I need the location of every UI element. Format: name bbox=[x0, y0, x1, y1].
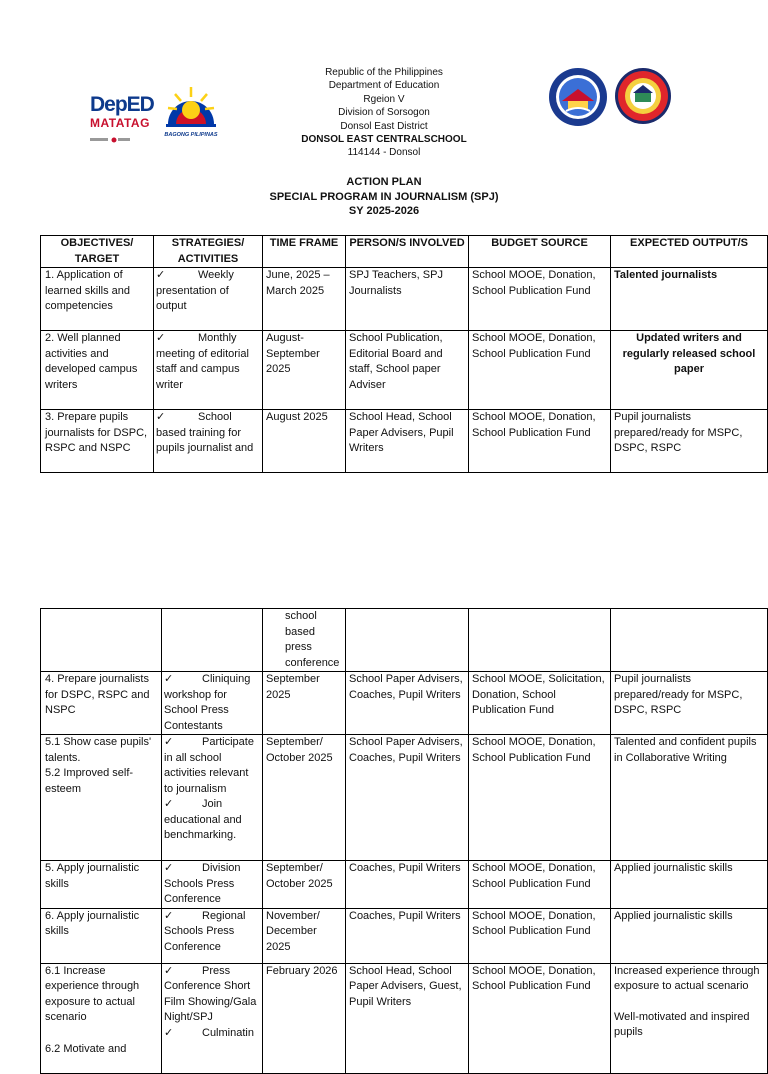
output-cell: Applied journalistic skills bbox=[611, 908, 768, 963]
deped-tagline-icon bbox=[90, 137, 130, 143]
checkmark-icon: ✓ bbox=[164, 862, 174, 874]
strategy-cell bbox=[162, 861, 263, 909]
checkmark-icon: ✓ bbox=[164, 673, 174, 685]
strategy-text: Participate in all school activities relevant to journalism bbox=[164, 736, 254, 795]
objective-cell bbox=[41, 735, 162, 861]
school-id: 114144 - Donsol bbox=[347, 147, 421, 159]
time-frame-cell: June, 2025 – March 2025 bbox=[263, 268, 346, 331]
output-cell: Applied journalistic skills bbox=[611, 861, 768, 909]
table-header-row bbox=[41, 236, 768, 268]
objective-cell: 6. Apply journalistic skills bbox=[41, 908, 162, 963]
time-frame-cell: September/ October 2025 bbox=[263, 861, 346, 909]
school-name: DONSOL EAST CENTRALSCHOOL bbox=[301, 134, 467, 146]
table-row bbox=[41, 672, 768, 735]
objective-cell: 2. Well planned activities and developed campus writers bbox=[41, 331, 154, 410]
output-cell: Pupil journalists prepared/ready for MSPC, DSPC, RSPC bbox=[611, 672, 768, 735]
objective-cell: 5. Apply journalistic skills bbox=[41, 861, 162, 909]
strategy-cell bbox=[162, 672, 263, 735]
title-line-3: SY 2025-2026 bbox=[348, 205, 420, 217]
time-frame-cell: September 2025 bbox=[263, 672, 346, 735]
output-cell: Talented and confident pupils in Collaborative Writing bbox=[611, 735, 768, 861]
deped-logo bbox=[90, 94, 152, 142]
matatag-wordmark: MATATAG bbox=[90, 116, 150, 130]
persons-cell: School Paper Advisers, Coaches, Pupil Writers bbox=[346, 735, 469, 861]
strategy-cell bbox=[154, 410, 263, 473]
time-frame-cell: August-September 2025 bbox=[263, 331, 346, 410]
title-line-1: ACTION PLAN bbox=[346, 176, 422, 188]
output-cell bbox=[611, 609, 768, 672]
checkmark-icon: ✓ bbox=[164, 1026, 174, 1039]
checkmark-icon: ✓ bbox=[156, 332, 166, 344]
output-line: Well-motivated and inspired pupils bbox=[614, 1010, 750, 1038]
letterhead bbox=[234, 66, 534, 160]
table-row-continued bbox=[41, 609, 768, 672]
checkmark-icon: ✓ bbox=[156, 269, 166, 281]
letterhead-line-1: Republic of the Philippines bbox=[325, 67, 443, 78]
budget-cell: School MOOE, Solicitation, Donation, School Publication Fund bbox=[469, 672, 611, 735]
budget-cell: School MOOE, Donation, School Publication Fund bbox=[469, 908, 611, 963]
budget-cell bbox=[469, 609, 611, 672]
objective-cell bbox=[41, 963, 162, 1073]
letterhead-line-5: Donsol East District bbox=[340, 120, 428, 132]
action-plan-table-part-1 bbox=[40, 235, 768, 473]
time-frame-cell: August 2025 bbox=[263, 410, 346, 473]
table-row bbox=[41, 410, 768, 473]
school-seal-icon bbox=[614, 66, 672, 126]
deped-wordmark: DepED bbox=[90, 93, 154, 116]
strategy-text: Regional Schools Press Conference bbox=[164, 909, 246, 953]
budget-cell: School MOOE, Donation, School Publication Fund bbox=[469, 861, 611, 909]
strategy-cell bbox=[154, 268, 263, 331]
objective-cell bbox=[41, 609, 162, 672]
strategy-cell bbox=[154, 331, 263, 410]
budget-cell: School MOOE, Donation, School Publication Fund bbox=[469, 735, 611, 861]
output-cell: Talented journalists bbox=[611, 268, 768, 331]
checkmark-icon: ✓ bbox=[164, 798, 174, 810]
objective-line: 6.1 Increase experience through exposure to actual scenario bbox=[45, 964, 140, 1023]
strategy-text: Join educational and benchmarking. bbox=[164, 798, 242, 841]
checkmark-icon: ✓ bbox=[164, 964, 174, 977]
col-header-persons: PERSON/S INVOLVED bbox=[346, 236, 469, 268]
strategy-cell bbox=[162, 963, 263, 1073]
col-header-budget: BUDGET SOURCE bbox=[469, 236, 611, 268]
bagong-pilipinas-label: BAGONG PILIPINAS bbox=[164, 132, 218, 138]
table-row bbox=[41, 331, 768, 410]
persons-cell: Coaches, Pupil Writers bbox=[346, 908, 469, 963]
checkmark-icon: ✓ bbox=[156, 411, 166, 423]
letterhead-line-2: Department of Education bbox=[328, 80, 440, 92]
strategy-text: School based training for pupils journalist and bbox=[156, 411, 254, 454]
table-row bbox=[41, 735, 768, 861]
strategy-text: Weekly presentation of output bbox=[156, 269, 234, 312]
table-row bbox=[41, 963, 768, 1073]
budget-cell: School MOOE, Donation, School Publication Fund bbox=[469, 963, 611, 1073]
output-cell: Updated writers and regularly released school paper bbox=[611, 331, 768, 410]
strategy-text: Monthly meeting of editorial staff and campus writer bbox=[156, 332, 249, 391]
time-frame-cell: November/ December 2025 bbox=[263, 908, 346, 963]
objective-line: 5.2 Improved self-esteem bbox=[45, 767, 134, 795]
persons-cell: School Paper Advisers, Coaches, Pupil Writers bbox=[346, 672, 469, 735]
philippine-sun-icon bbox=[158, 84, 224, 132]
table-row bbox=[41, 268, 768, 331]
persons-cell: SPJ Teachers, SPJ Journalists bbox=[346, 268, 469, 331]
time-frame-cell: February 2026 bbox=[263, 963, 346, 1073]
col-header-strategies: STRATEGIES/ ACTIVITIES bbox=[154, 236, 263, 268]
division-seal-icon bbox=[548, 67, 608, 127]
budget-cell: School MOOE, Donation, School Publication Fund bbox=[469, 331, 611, 410]
strategy-cell bbox=[162, 908, 263, 963]
col-header-output: EXPECTED OUTPUT/S bbox=[611, 236, 768, 268]
output-cell bbox=[611, 963, 768, 1073]
action-plan-table-part-2 bbox=[40, 608, 768, 1074]
objective-cell: 1. Application of learned skills and competencies bbox=[41, 268, 154, 331]
checkmark-icon: ✓ bbox=[164, 736, 174, 748]
output-cell: Pupil journalists prepared/ready for MSPC, DSPC, RSPC bbox=[611, 410, 768, 473]
strategy-text: Culminatin bbox=[202, 1026, 254, 1039]
strategy-cell: school based press conference bbox=[162, 609, 263, 672]
objective-line: 6.2 Motivate and bbox=[45, 1042, 127, 1055]
objective-cell: 4. Prepare journalists for DSPC, RSPC and NSPC bbox=[41, 672, 162, 735]
strategy-text: Division Schools Press Conference bbox=[164, 862, 241, 905]
col-header-time-frame: TIME FRAME bbox=[263, 236, 346, 268]
budget-cell: School MOOE, Donation, School Publication Fund bbox=[469, 268, 611, 331]
budget-cell: School MOOE, Donation, School Publication Fund bbox=[469, 410, 611, 473]
strategy-cell bbox=[162, 735, 263, 861]
time-frame-cell: September/ October 2025 bbox=[263, 735, 346, 861]
persons-cell: School Publication, Editorial Board and staff, School paper Adviser bbox=[346, 331, 469, 410]
checkmark-icon: ✓ bbox=[164, 909, 174, 922]
persons-cell: School Head, School Paper Advisers, Guest, Pupil Writers bbox=[346, 963, 469, 1073]
persons-cell: School Head, School Paper Advisers, Pupil Writers bbox=[346, 410, 469, 473]
title-line-2: SPECIAL PROGRAM IN JOURNALISM (SPJ) bbox=[269, 190, 499, 203]
persons-cell: Coaches, Pupil Writers bbox=[346, 861, 469, 909]
objective-line: 5.1 Show case pupils' talents. bbox=[45, 736, 152, 764]
letterhead-line-4: Division of Sorsogon bbox=[338, 107, 430, 119]
letterhead-line-3: Rgeion V bbox=[363, 93, 405, 105]
table-row bbox=[41, 908, 768, 963]
strategy-text: Press Conference Short Film Showing/Gala Night/SPJ bbox=[164, 964, 257, 1023]
objective-cell: 3. Prepare pupils journalists for DSPC, RSPC and NSPC bbox=[41, 410, 154, 473]
document-title bbox=[184, 175, 584, 219]
bagong-pilipinas-logo bbox=[158, 84, 224, 144]
table-row bbox=[41, 861, 768, 909]
persons-cell bbox=[346, 609, 469, 672]
col-header-objectives: OBJECTIVES/ TARGET bbox=[41, 236, 154, 268]
output-line: Increased experience through exposure to actual scenario bbox=[614, 964, 760, 992]
strategy-text: Cliniquing workshop for School Press Contestants bbox=[164, 673, 251, 732]
